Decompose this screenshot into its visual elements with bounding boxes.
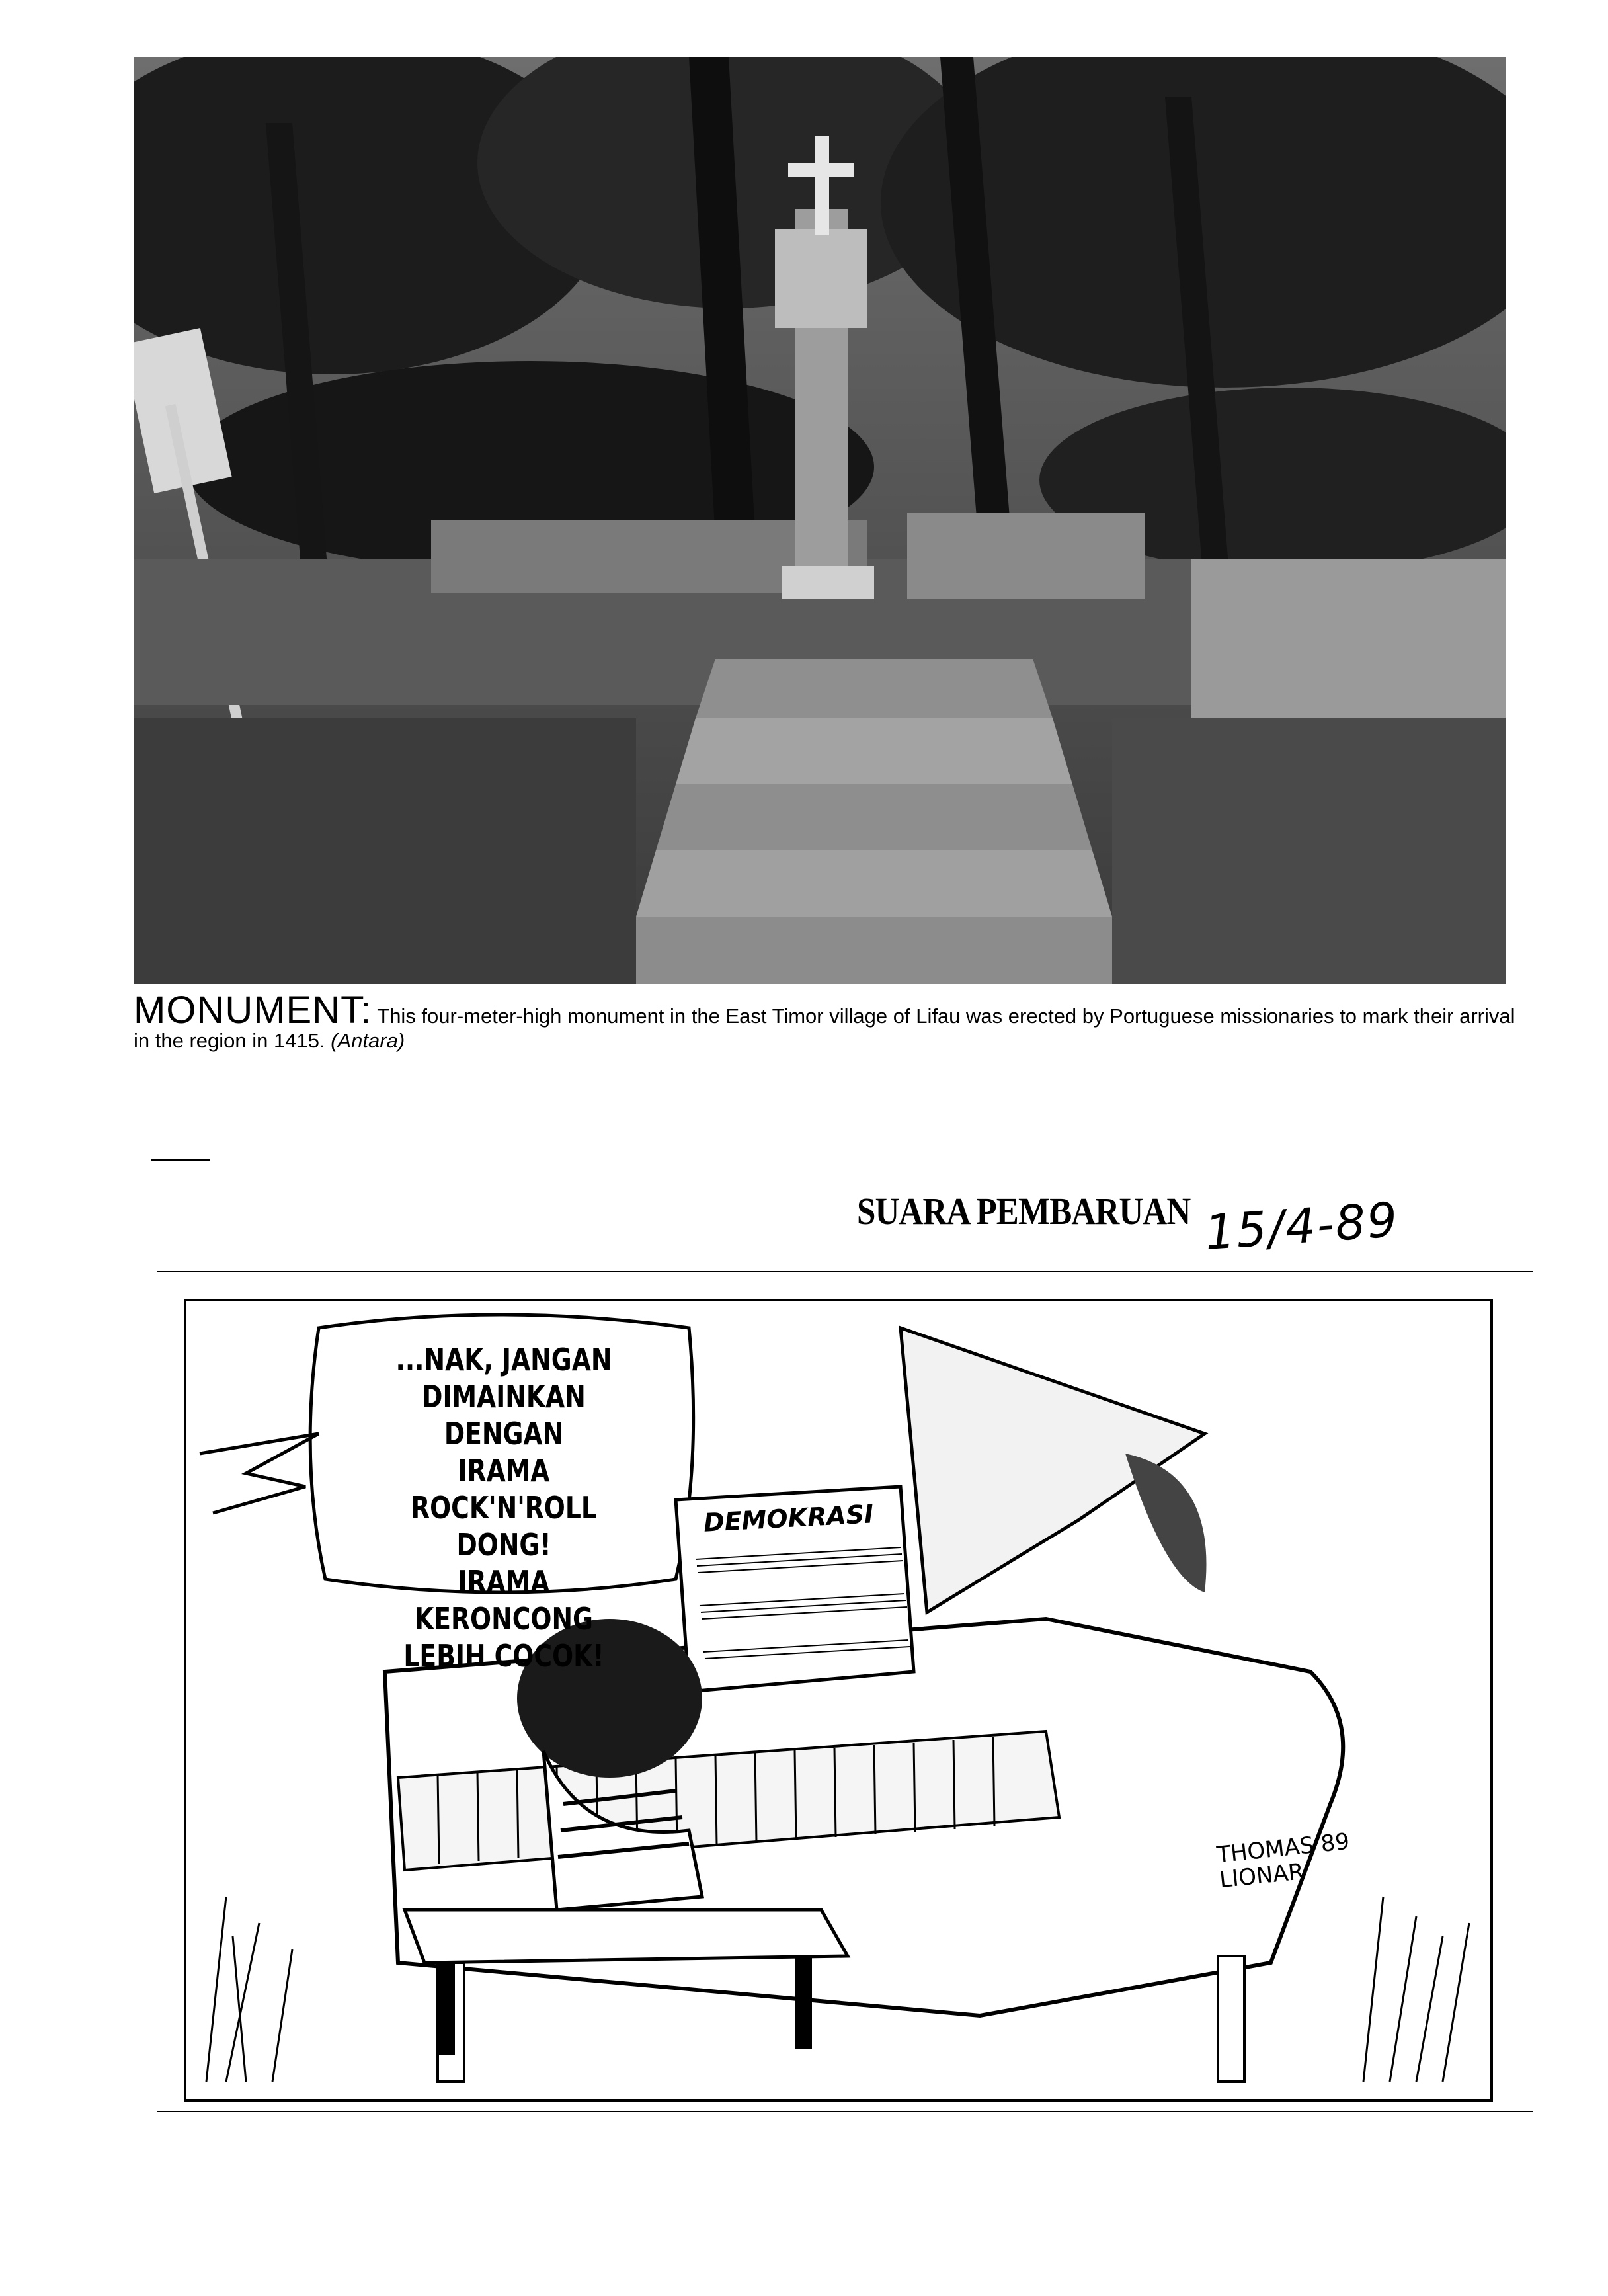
caption-body: This four-meter-high monument in the East Timor village of Lifau was erected by Portuguese missionaries to mark their arrival in the region in 1415. <box>134 1004 1515 1052</box>
caption-credit: (Antara) <box>331 1029 405 1052</box>
newspaper-masthead: SUARA PEMBARUAN <box>857 1190 1191 1233</box>
photo-caption <box>134 989 1515 1053</box>
lightning-tail-icon <box>200 1434 319 1513</box>
artist-signature: THOMAS 89 LIONAR <box>1215 1828 1351 1894</box>
speech-balloon-text: ...NAK, JANGAN DIMAINKAN DENGAN IRAMA ROCK'N'ROLL DONG! IRAMA KERONCONG LEBIH COCOK! <box>395 1342 612 1674</box>
top-rule <box>157 1271 1533 1272</box>
editorial-cartoon <box>184 1299 1493 2102</box>
monument-photo <box>134 57 1506 984</box>
piano-bench <box>405 1910 848 1963</box>
cross-icon <box>815 136 829 235</box>
bottom-rule <box>157 2111 1533 2112</box>
monument-steps <box>616 917 1125 984</box>
monument-photo-illustration <box>134 57 1506 984</box>
sheet-music-title: DEMOKRASI <box>703 1499 875 1538</box>
caption-lead: MONUMENT: <box>134 989 372 1032</box>
margin-dash <box>151 1159 210 1161</box>
handwritten-date: 15/4-89 <box>1203 1191 1400 1261</box>
